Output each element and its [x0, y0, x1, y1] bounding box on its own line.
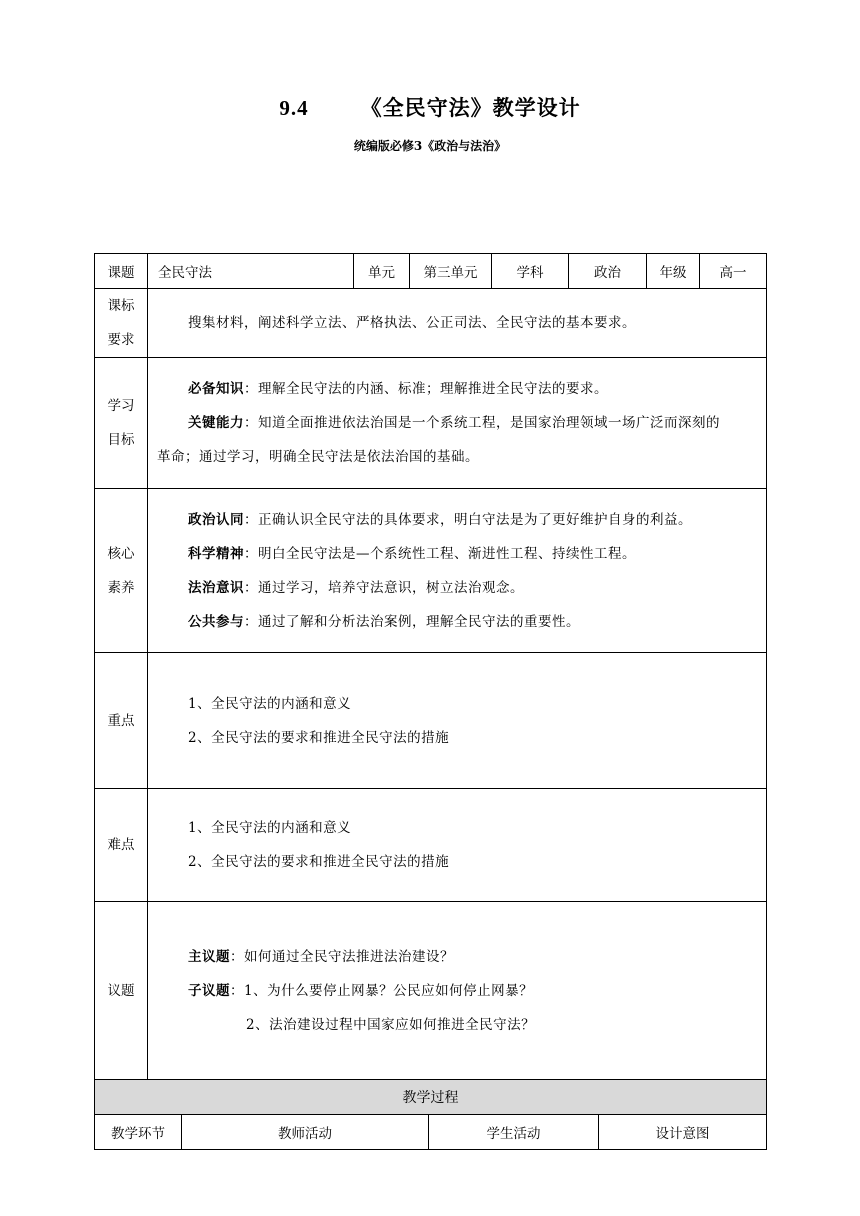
subject-value: 政治 [569, 254, 647, 289]
document-subtitle: 统编版必修3《政治与法治》 [353, 139, 507, 153]
main-issue: 主议题：如何通过全民守法推进法治建设？ [188, 948, 454, 965]
goals-label: 学习 目标 [95, 358, 148, 489]
lesson-info-table [94, 253, 767, 1080]
difficult-points-content [148, 789, 767, 902]
key-point-item: 2、全民守法的要求和推进全民守法的措施 [188, 729, 450, 746]
key-points-label: 重点 [95, 653, 148, 789]
document-title [0, 92, 860, 122]
issues-row [95, 902, 767, 1080]
literacy-item: 法治意识：通过学习，培养守法意识，树立法治观念。 [188, 579, 524, 596]
topic-label: 课题 [95, 254, 148, 289]
literacy-item: 公共参与：通过了解和分析法治案例，理解全民守法的重要性。 [188, 613, 580, 630]
grade-label: 年级 [647, 254, 700, 289]
literacy-item: 政治认同：正确认识全民守法的具体要求，明白守法是为了更好维护自身的利益。 [188, 511, 692, 528]
literacy-row [95, 489, 767, 653]
goals-content [148, 358, 767, 489]
col-stage: 教学环节 [95, 1115, 182, 1150]
difficult-points-label: 难点 [95, 789, 148, 902]
goal-ability: 关键能力：知道全面推进依法治国是一个系统工程，是国家治理领域一场广泛而深刻的 [188, 415, 720, 431]
issues-content [148, 902, 767, 1080]
header-row [95, 254, 767, 289]
key-points-row [95, 653, 767, 789]
literacy-item: 科学精神：明白全民守法是—个系统性工程、渐进性工程、持续性工程。 [188, 545, 636, 562]
curriculum-row [95, 289, 767, 358]
sub-issue-2: 2、法治建设过程中国家应如何推进全民守法？ [246, 1016, 536, 1033]
sub-issue: 子议题：1、为什么要停止网暴？公民应如何停止网暴？ [188, 982, 534, 999]
key-points-content [148, 653, 767, 789]
difficult-point-item: 1、全民守法的内涵和意义 [188, 820, 352, 836]
topic-value: 全民守法 [148, 254, 354, 289]
goal-ability-cont: 革命；通过学习，明确全民守法是依法治国的基础。 [157, 449, 479, 465]
teaching-process-table [94, 1079, 767, 1150]
col-teacher: 教师活动 [182, 1115, 429, 1150]
process-title: 教学过程 [95, 1080, 767, 1115]
difficult-points-row [95, 789, 767, 902]
col-intent: 设计意图 [599, 1115, 767, 1150]
unit-value: 第三单元 [410, 254, 492, 289]
grade-value: 高一 [700, 254, 767, 289]
literacy-label: 核心 素养 [95, 489, 148, 653]
subject-label: 学科 [492, 254, 569, 289]
title-number: 9.4 [279, 96, 309, 120]
difficult-point-item: 2、全民守法的要求和推进全民守法的措施 [188, 854, 450, 870]
curriculum-label: 课标 要求 [95, 289, 148, 358]
process-header-row [95, 1115, 767, 1150]
curriculum-text: 搜集材料，阐述科学立法、严格执法、公正司法、全民守法的基本要求。 [148, 289, 767, 358]
title-text: 《全民守法》教学设计 [360, 95, 581, 120]
goals-row [95, 358, 767, 489]
literacy-content [148, 489, 767, 653]
process-title-row [95, 1080, 767, 1115]
key-point-item: 1、全民守法的内涵和意义 [188, 695, 352, 712]
issues-label: 议题 [95, 902, 148, 1080]
col-student: 学生活动 [429, 1115, 599, 1150]
goal-knowledge: 必备知识：理解全民守法的内涵、标准；理解推进全民守法的要求。 [188, 381, 608, 397]
unit-label: 单元 [354, 254, 410, 289]
